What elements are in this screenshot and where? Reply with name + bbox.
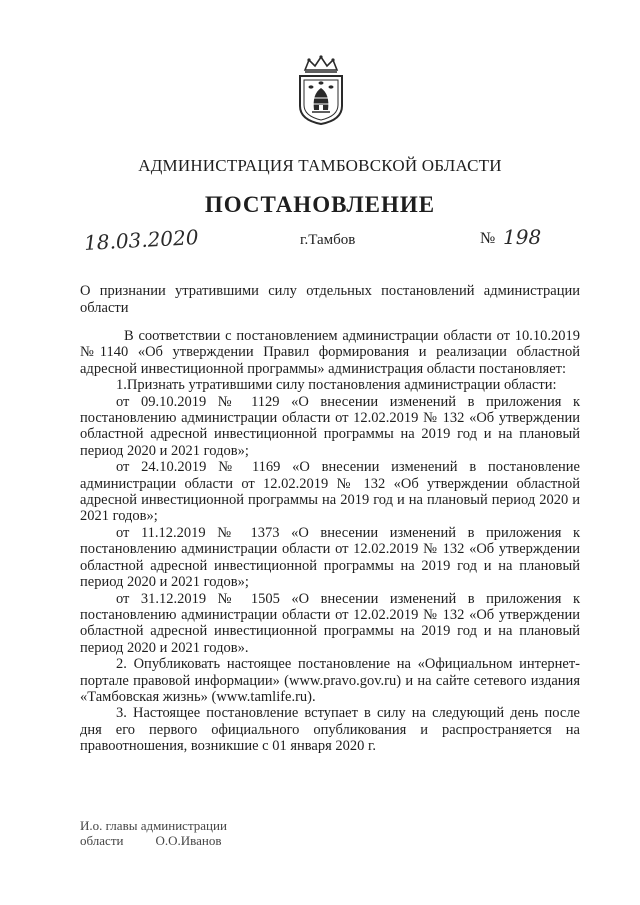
body-paragraph: от 24.10.2019 № 1169 «О внесении изменений в постановление администрации области от 12.02.2019 № 132 «Об утверждении областной адресной инвестиционной программы на 2019 год и на плановый период 2020 и 2021 годов»; — [80, 459, 580, 525]
body-paragraph: от 11.12.2019 № 1373 «О внесении изменений в приложения к постановлению администрации области от 12.02.2019 № 132 «Об утверждении областной адресной инвестиционной программы на 2019 год и на плановый период 2020 и 2021 годов»; — [80, 524, 580, 591]
body-paragraph: от 09.10.2019 № 1129 «О внесении изменений в приложения к постановлению администрации области от 12.02.2019 № 132 «Об утверждении областной адресной инвестиционной программы на 2019 год и на плановый период 2020 и 2021 годов»; — [80, 393, 580, 459]
body-paragraph: 1.Признать утратившими силу постановления администрации области: — [116, 377, 557, 394]
signature-position: И.о. главы администрации — [80, 818, 227, 833]
document-number: 198 — [503, 225, 542, 249]
document-date: 18.03.2020 — [83, 225, 200, 255]
body-paragraph: 2. Опубликовать настоящее постановление на «Официальном интернет-портале правовой информации» (www.pravo.gov.ru) и на сайте сетевого издания «Тамбовская жизнь» (www.tamlife.ru). — [80, 656, 580, 705]
signature-position-continued: области — [80, 833, 124, 848]
signature-block — [80, 818, 227, 848]
body-paragraph: 3. Настоящее постановление вступает в силу на следующий день после дня его первого официального опубликования и распространяется на правоотношения, возникшие с 01 января 2020 г. — [80, 705, 580, 755]
document-number-label: № — [480, 230, 496, 247]
body-paragraph: В соответствии с постановлением администрации области от 10.10.2019 №1140 «Об утверждении Правил формирования и реализации областной адресной инвестиционной программы» администрация области постановляет: — [80, 328, 580, 377]
document-body — [80, 328, 580, 755]
document-city: г.Тамбов — [300, 232, 356, 248]
coat-of-arms-icon — [295, 54, 347, 126]
signature-name: О.О.Иванов — [155, 833, 222, 848]
organization-title: АДМИНИСТРАЦИЯ ТАМБОВСКОЙ ОБЛАСТИ — [138, 156, 502, 175]
document-type-title: ПОСТАНОВЛЕНИЕ — [204, 192, 436, 217]
body-paragraph: от 31.12.2019 № 1505 «О внесении изменений в приложения к постановлению администрации области от 12.02.2019 № 132 «Об утверждении областной адресной инвестиционной программы на 2019 год и на плановый период 2020 и 2021 годов». — [80, 590, 580, 656]
document-subject: О признании утратившими силу отдельных постановлений администрации области — [80, 283, 580, 316]
